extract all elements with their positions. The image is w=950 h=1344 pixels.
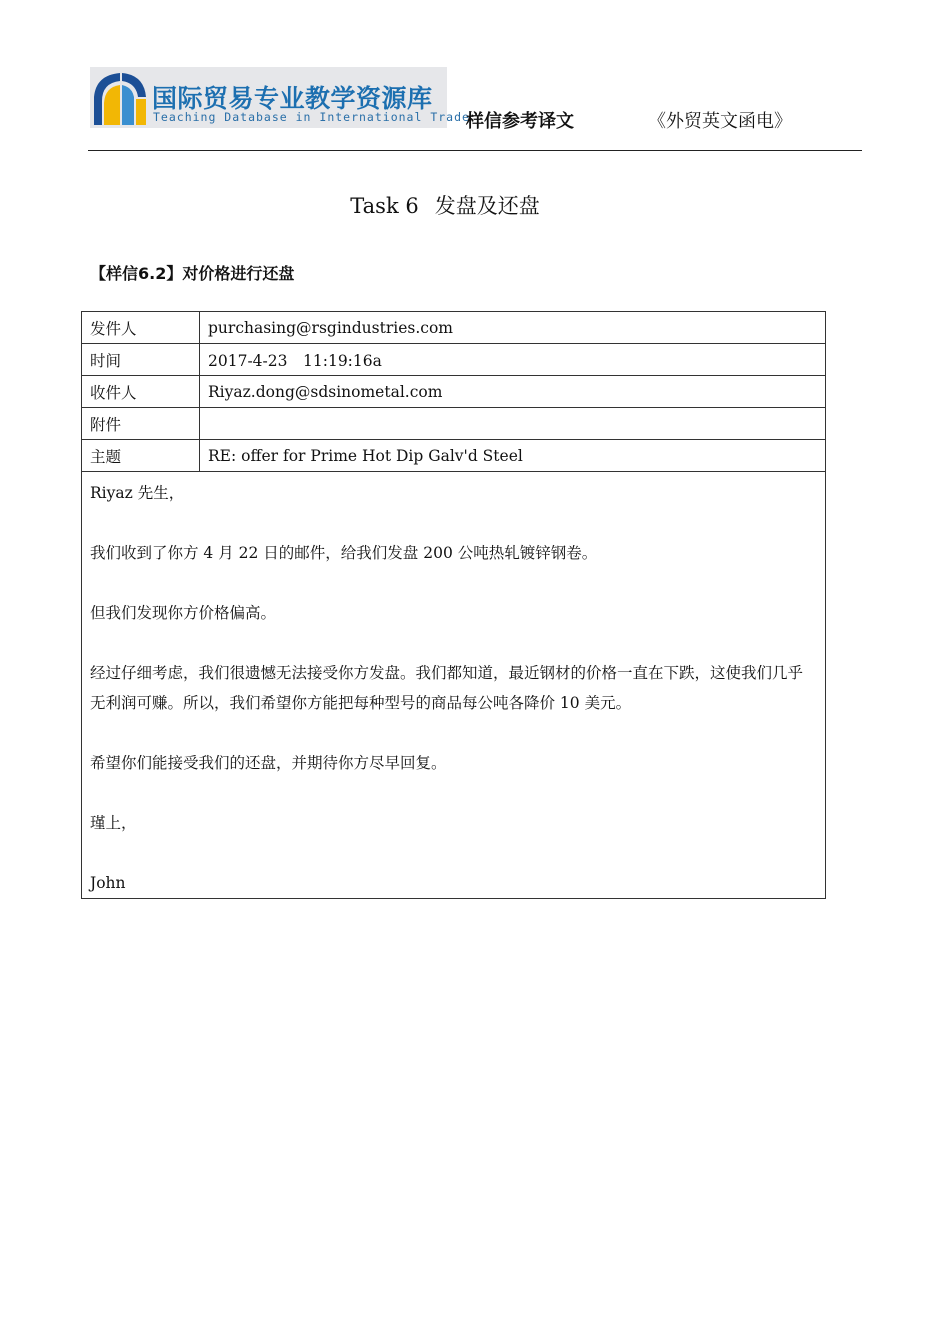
field-value-sender: purchasing@rsgindustries.com <box>200 312 826 344</box>
field-value-recipient: Riyaz.dong@sdsinometal.com <box>200 376 826 408</box>
book-title: 《外贸英文函电》 <box>648 111 792 132</box>
logo <box>90 67 470 128</box>
table-row <box>82 312 826 344</box>
task-title: 发盘及还盘 <box>434 194 540 218</box>
field-value-attachment <box>200 408 826 440</box>
body-signature: John <box>90 874 126 892</box>
email-body-row <box>82 472 826 899</box>
table-row <box>82 376 826 408</box>
body-paragraph: 但我们发现你方价格偏高。 <box>90 604 277 622</box>
field-key-attachment: 附件 <box>82 408 200 440</box>
header-divider <box>88 150 862 151</box>
logo-emblem-icon <box>90 67 150 128</box>
body-greeting: Riyaz 先生， <box>90 484 185 502</box>
logo-english-text: Teaching Database in International Trade <box>153 110 470 124</box>
table-row <box>82 344 826 376</box>
field-key-subject: 主题 <box>82 440 200 472</box>
field-key-time: 时间 <box>82 344 200 376</box>
table-row <box>82 440 826 472</box>
field-value-subject: RE: offer for Prime Hot Dip Galv'd Steel <box>200 440 826 472</box>
page-title <box>0 190 890 220</box>
document-header <box>88 64 862 152</box>
email-body <box>82 472 826 899</box>
body-closing: 瑾上， <box>90 814 137 832</box>
email-table <box>81 311 826 899</box>
field-key-recipient: 收件人 <box>82 376 200 408</box>
table-row <box>82 408 826 440</box>
document-type-label: 样信参考译文 <box>466 111 574 132</box>
body-paragraph: 希望你们能接受我们的还盘，并期待你方尽早回复。 <box>90 754 447 772</box>
field-value-time: 2017-4-23 11:19:16a <box>200 344 826 376</box>
body-paragraph: 我们收到了你方 4 月 22 日的邮件，给我们发盘 200 公吨热轧镀锌钢卷。 <box>90 544 598 562</box>
logo-chinese-text: 国际贸易专业教学资源库 <box>152 84 433 113</box>
field-key-sender: 发件人 <box>82 312 200 344</box>
sample-letter-label: 【样信6.2】对价格进行还盘 <box>90 264 295 283</box>
task-number: Task 6 <box>350 194 419 218</box>
body-paragraph: 经过仔细考虑，我们很遗憾无法接受你方发盘。我们都知道，最近钢材的价格一直在下跌，这使我们几乎无利润可赚。所以，我们希望你方能把每种型号的商品每公吨各降价 10 美元。 <box>90 664 804 712</box>
